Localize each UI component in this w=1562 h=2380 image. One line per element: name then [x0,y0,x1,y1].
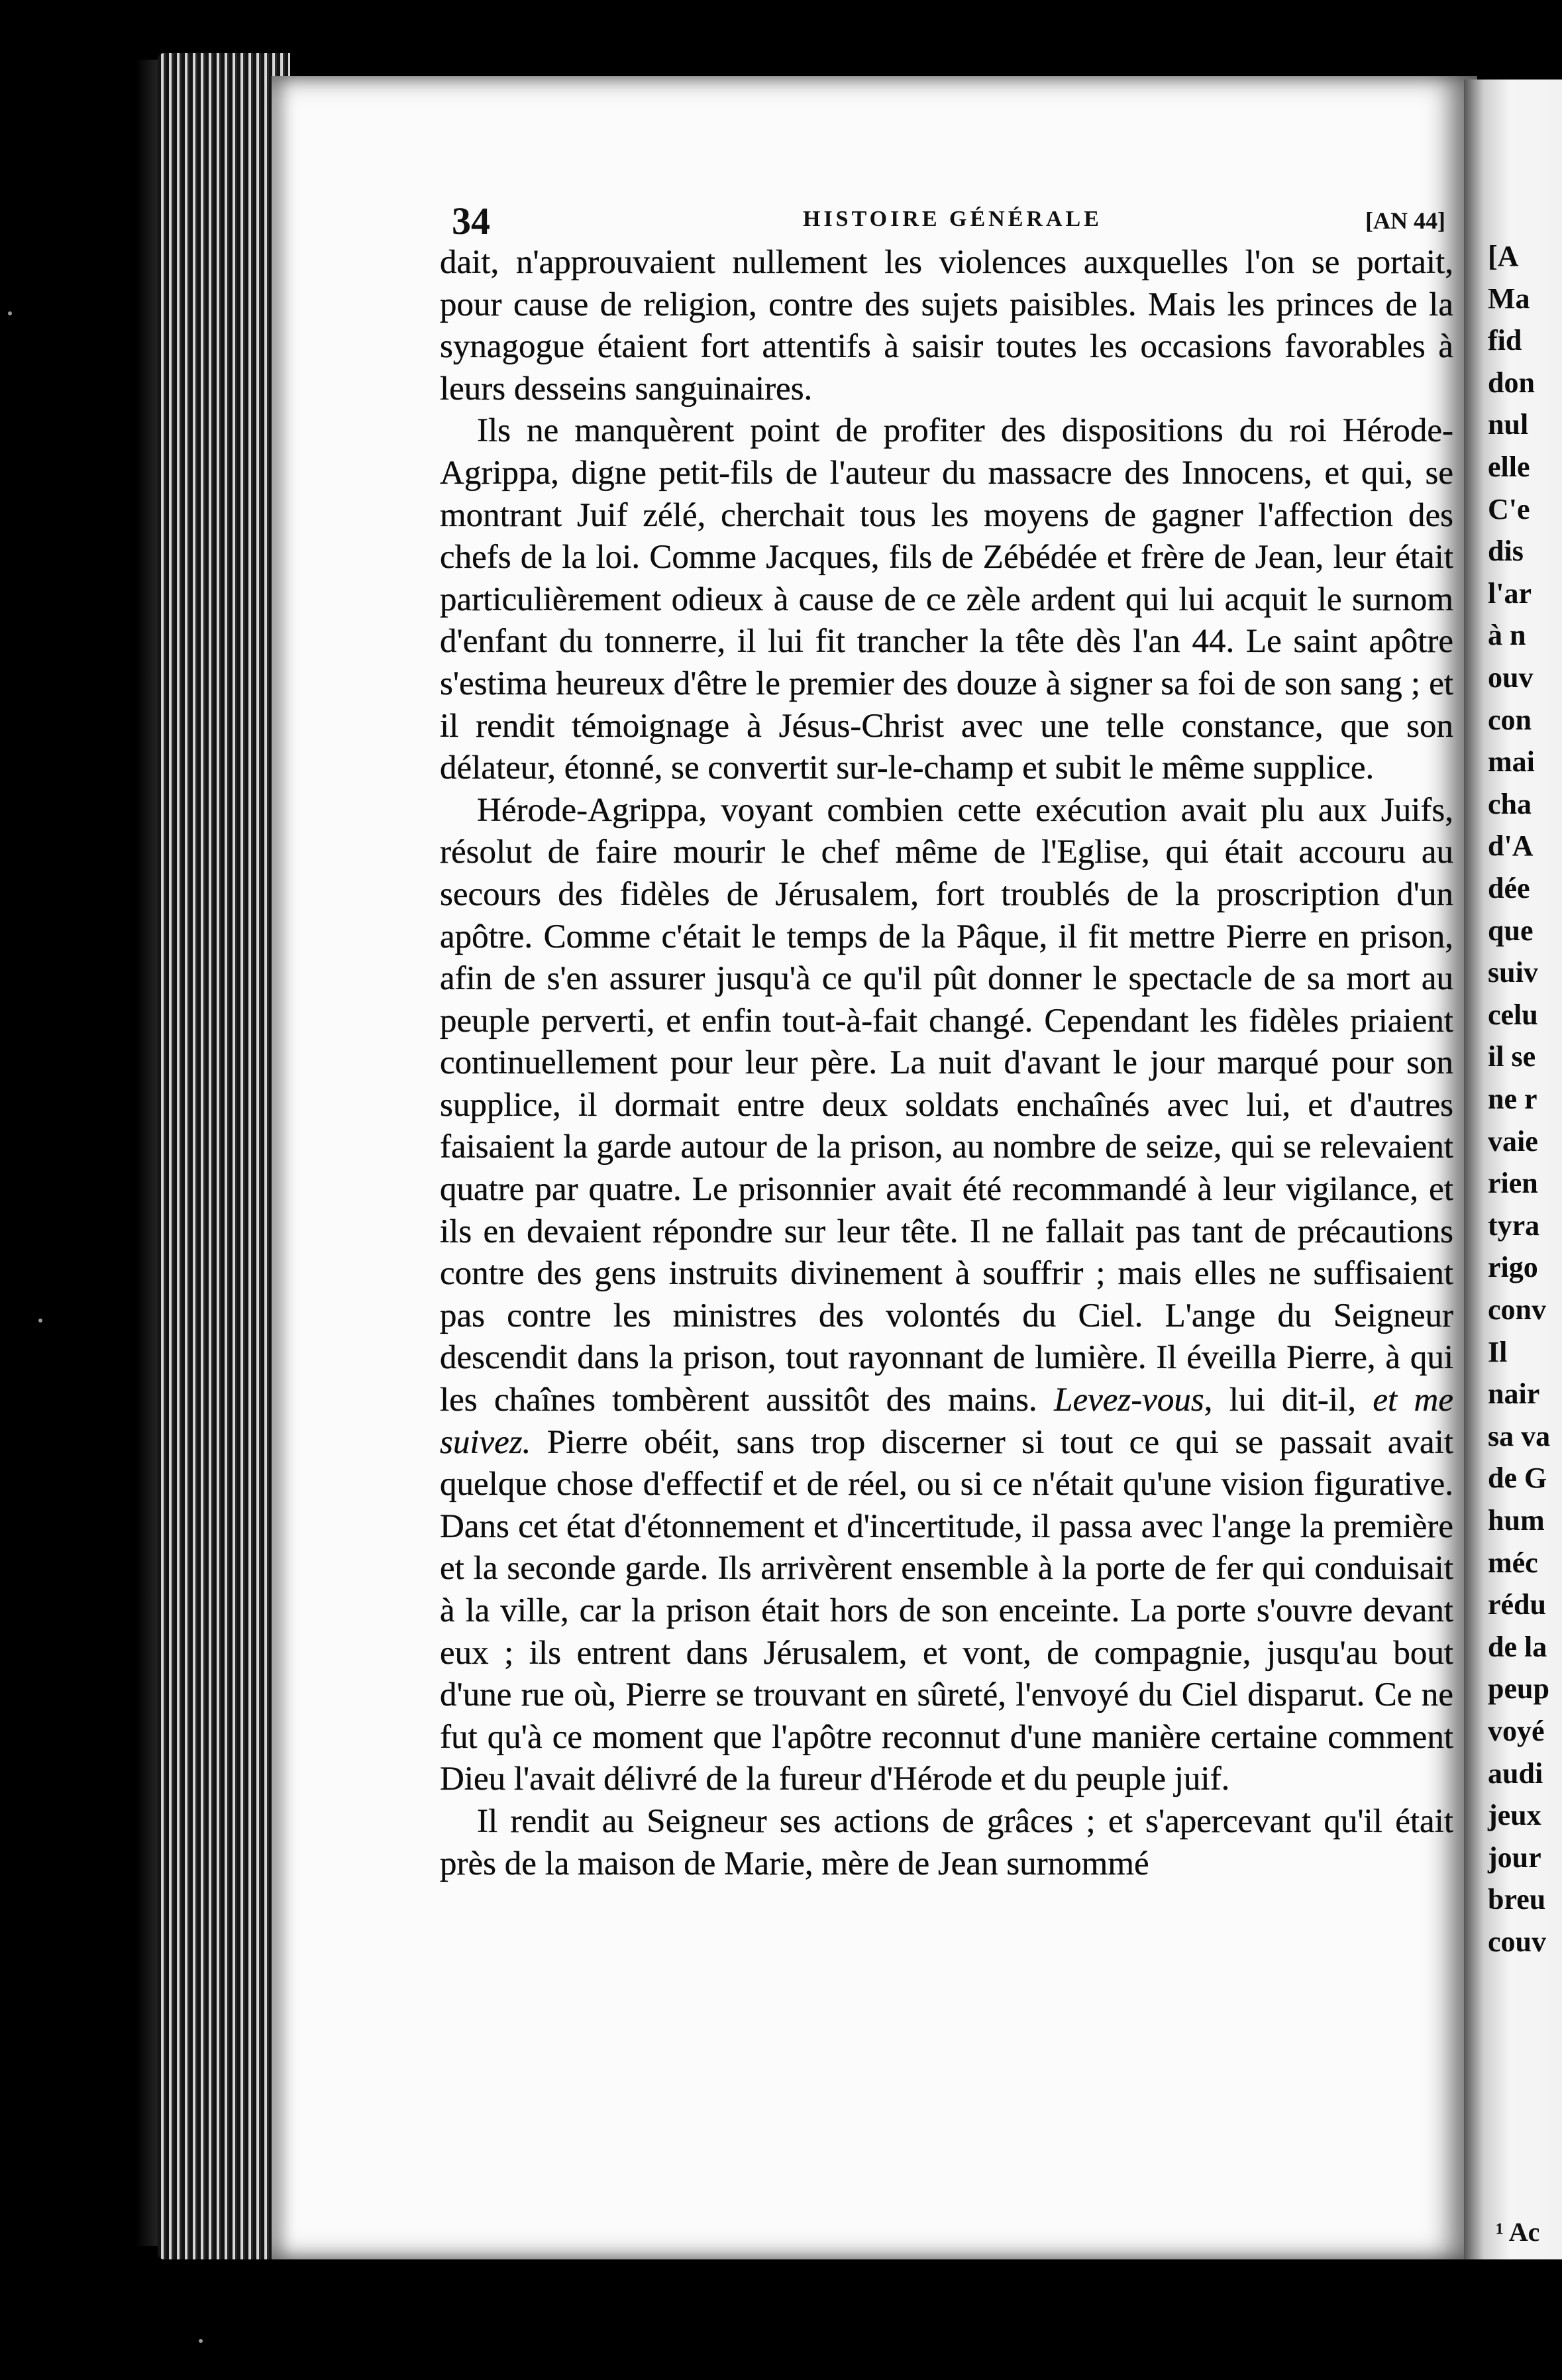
scan-speck [8,311,12,315]
opposite-line-fragment: audi [1488,1757,1543,1790]
opposite-line-fragment: rien [1488,1167,1538,1200]
opposite-line-fragment: ne r [1488,1083,1537,1115]
paragraph-1: dait, n'approuvaient nullement les violences auxquelles l'on se portait, pour cause de religion, contre des sujets paisibles. Mais les princes de la synagogue étaient fort attentifs à saisir toutes les occasions favorables à leurs desseins sanguinaires. [440,244,1453,407]
paragraph-3-part-c: Pierre obéit, sans trop discerner si tout ce qui se passait avait quelque chose d'effectif et de réel, ou si ce n'était qu'une vision figurative. Dans cet état d'étonnement et d'incertitude, il passa avec l'ange la première et la seconde garde. Ils arrivèrent ensemble à la porte de fer qui conduisait à la ville, car la prison était hors de son enceinte. La porte s'ouvre devant eux ; ils entrent dans Jérusalem, et vont, de compagnie, jusqu'au bout d'une rue où, Pierre se trouvant en sûreté, l'envoyé du Ciel disparut. Ce ne fut qu'à ce moment que l'apôtre reconnut d'une manière certaine comment Dieu l'avait délivré de la fureur d'Hérode et du peuple juif. [440,1423,1453,1798]
opposite-line-fragment: vaie [1488,1124,1538,1158]
opposite-line-fragment: de la [1488,1630,1547,1663]
running-year: [AN 44] [1365,207,1445,234]
italic-levez-vous: Levez-vous [1054,1381,1204,1419]
opposite-line-fragment: Il [1488,1335,1508,1368]
opposite-line-fragment: ouv [1488,661,1534,694]
opposite-line-fragment: de G [1488,1462,1547,1495]
scan-speck [199,2339,203,2343]
opposite-line-fragment: nul [1488,408,1529,441]
opposite-line-fragment: fid [1488,324,1522,357]
paragraph-3-part-a: Hérode-Agrippa, voyant combien cette exécution avait plu aux Juifs, résolut de faire mourir le chef même de l'Eglise, qui était accouru au secours des fidèles de Jérusalem, fort troublés de la proscription d'un apôtre. Comme c'était le temps de la Pâque, il fit mettre Pierre en prison, afin de s'en assurer jusqu'à ce qu'il pût donner le spectacle de sa mort au peuple perverti, et enfin tout-à-fait changé. Cependant les fidèles priaient continuellement pour leur père. La nuit d'avant le jour marqué pour son supplice, il dormait entre deux soldats enchaînés avec lui, et d'autres faisaient la garde autour de la prison, au nombre de seize, qui se relevaient quatre par quatre. Le prisonnier avait été recommandé à leur vigilance, et ils en devaient répondre sur leur tête. Il ne fallait pas tant de précautions contre des gens instruits divinement à souffrir ; mais elles ne suffisaient pas contre les ministres des volontés du Ciel. L'ange du Seigneur descendit dans la prison, tout rayonnant de lumière. Il éveilla Pierre, à qui les chaînes tombèrent aussitôt des mains. [440,791,1453,1419]
opposite-line-fragment: l'ar [1488,576,1532,610]
italic-et-me-suivez: et me suivez. [440,1381,1454,1461]
opposite-line-fragment: con [1488,703,1532,736]
paragraph-3-part-b: , lui dit-il, [1204,1381,1356,1419]
opposite-line-fragment: d'A [1488,830,1534,863]
paragraph-3 [440,790,1453,1801]
opposite-line-fragment: elle [1488,451,1530,483]
opposite-line-fragment: jour [1488,1841,1541,1874]
opposite-line-fragment: don [1488,366,1535,399]
running-head [452,199,1445,245]
opposite-line-fragment: tyra [1488,1209,1540,1242]
opposite-line-fragment: nair [1488,1378,1540,1411]
opposite-line-fragment: suiv [1488,956,1538,989]
running-title: HISTOIRE GÉNÉRALE [803,207,1102,231]
opposite-line-fragment: Ma [1488,282,1530,315]
opposite-line-fragment: celu [1488,998,1538,1031]
page-edges [158,53,290,2259]
opposite-line-fragment: cha [1488,787,1532,820]
opposite-line-fragment: couv [1488,1925,1546,1958]
scan-speck [38,1319,42,1323]
opposite-line-fragment: C'e [1488,492,1530,525]
opposite-line-fragment: [A [1488,240,1519,272]
opposite-footnote: ¹ Ac [1496,2217,1540,2247]
opposite-line-fragment: rédu [1488,1588,1546,1621]
opposite-line-fragment: sa va [1488,1419,1551,1452]
opposite-line-fragment: dée [1488,872,1530,904]
paragraph-4: Il rendit au Seigneur ses actions de grâces ; et s'apercevant qu'il était près de la maison de Marie, mère de Jean surnommé [440,1802,1453,1882]
opposite-line-fragment: mai [1488,745,1535,779]
opposite-page-fragment [1464,80,1562,2259]
opposite-line-fragment: peup [1488,1672,1549,1705]
body-text [440,242,1453,1885]
page-number: 34 [452,199,490,243]
opposite-line-fragment: que [1488,914,1534,947]
opposite-line-fragment: hum [1488,1504,1545,1537]
opposite-line-fragment: rigo [1488,1251,1538,1284]
opposite-line-fragment: voyé [1488,1715,1545,1747]
opposite-line-fragment: dis [1488,535,1524,568]
opposite-line-fragment: à n [1488,619,1526,652]
opposite-line-fragment: il se [1488,1040,1536,1073]
opposite-line-fragment: jeux [1488,1799,1541,1832]
opposite-line-fragment: méc [1488,1546,1538,1579]
opposite-line-fragment: conv [1488,1293,1546,1326]
opposite-line-fragment: breu [1488,1883,1546,1916]
paragraph-2: Ils ne manquèrent point de profiter des dispositions du roi Hérode-Agrippa, digne petit-fils de l'auteur du massacre des Innocens, et qui, se montrant Juif zélé, cherchait tous les moyens de gagner l'affection des chefs de la loi. Comme Jacques, fils de Zébédée et frère de Jean, leur était particulièrement odieux à cause de ce zèle ardent qui lui acquit le surnom d'enfant du tonnerre, il lui fit trancher la tête dès l'an 44. Le saint apôtre s'estima heureux d'être le premier des douze à signer sa foi de son sang ; et il rendit témoignage à Jésus-Christ avec une telle constance, que son délateur, étonné, se convertit sur-le-champ et subit le même supplice. [440,412,1453,787]
